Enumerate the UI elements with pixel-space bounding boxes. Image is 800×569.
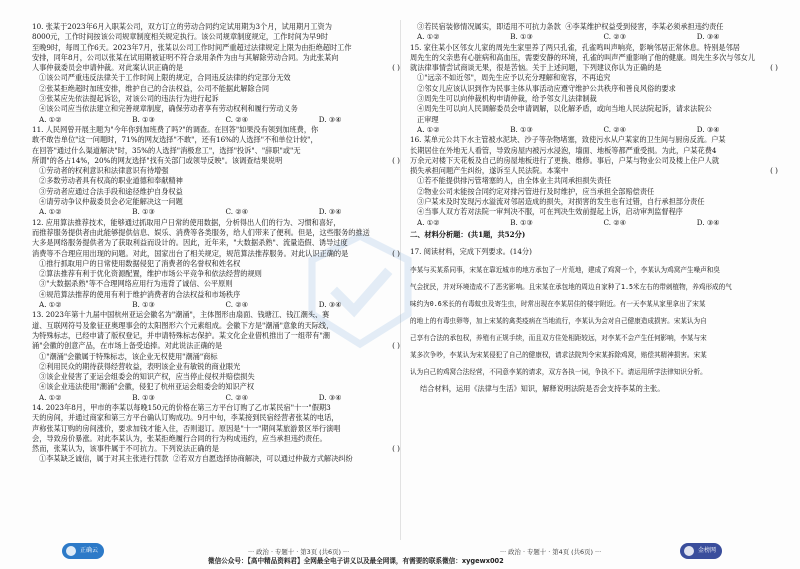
material-line: 的地上的有毒虫卵等，加上宋某的禽类疫病在当地流行，李某认为会对自己健康造成损害。宋某认为自 (410, 316, 707, 325)
option-c[interactable]: C. ②③ (603, 32, 627, 42)
option-c[interactable]: C. ②④ (225, 114, 249, 124)
q13-item: ②利用民众的期待获得经营收益，表明该企业有敏锐的商业眼光 (39, 361, 241, 371)
q13-item: ③该企业侵害了亚运会组委会的知识产权，应当停止侵权并赔偿损失 (39, 372, 255, 382)
q11-options (32, 207, 412, 217)
q15-item: ②邻女儿应该认识到作为民事主体从事活动应遵守维护公共秩序和善良风俗的要求 (417, 83, 676, 93)
q11-item: ②多数劳动者具有权高的职业道德和奉献精神 (39, 176, 183, 186)
brand-logo-left: 正确云 (62, 543, 104, 559)
option-c[interactable]: C. ②④ (603, 217, 627, 227)
q10-item: ④该公司应当依法建立和完善规章制度，确保劳动者享有劳动权利和履行劳动义务 (39, 104, 298, 114)
option-c[interactable]: C. ②④ (603, 124, 627, 134)
option-d[interactable]: D. ③④ (318, 392, 342, 402)
q14-line: 天的房间，并通过商家和第三方平台确认订购成功。9月中旬，李某接到民宿经营者张某的电话， (32, 413, 339, 423)
q12-item: ②算法推荐有利于优化资源配置，维护市场公平竞争和依法经营的规则 (39, 269, 262, 279)
q14-line: 声称张某订购的房间涨价，要求加钱才能入住，否则退订。原因是"十一"期间某旅游景区举行演唱 (32, 423, 341, 433)
q12-options (32, 300, 412, 310)
q11-line: 11. 人民网曾开展主题为"今年你到加班费了吗?"的调查。在回答"如果没有领到加班费，你 (32, 124, 319, 134)
option-a[interactable]: A. ①② (39, 114, 62, 124)
answer-paren: ( ) (392, 248, 400, 258)
option-b[interactable]: B. ①③ (510, 124, 533, 134)
question-14 (32, 403, 412, 465)
q12-line: 12. 应用算法推荐技术，能够通过抓取用户日常的使用数据，分析得出人们的行为、习惯和喜好， (32, 217, 341, 227)
q14-item-1: ①李某缺乏诚信，属于对其主张进行罚款 (39, 454, 169, 464)
question-13 (32, 310, 412, 403)
q13-line: 13. 2023年第十九届中国杭州亚运会徽名为"潮涌"，主体图形由扇面、钱塘江、钱江潮头、赛 (32, 310, 330, 320)
answer-paren: ( ) (392, 63, 400, 73)
option-a[interactable]: A. ①② (39, 392, 62, 402)
q16-options (410, 218, 790, 228)
question-16 (410, 135, 790, 228)
q16-stem-end: 损失承担问题产生纠纷，遂诉至人民法院。本案中 (410, 166, 569, 176)
q16-item: ②物业公司未能按合同约定对排污管进行及时维护，应当承担全部赔偿责任 (417, 186, 655, 196)
q13-item: ④该企业违法使用"潮涌"会徽，侵犯了杭州亚运会组委会的知识产权 (39, 382, 255, 392)
material-line: 李某与买某系同事，宋某在靠近城市的地方承包了一片荒地，建成了鸡窝一个，李某认为鸡窝产生噪声和臭 (410, 265, 720, 274)
q10-line (32, 63, 412, 73)
option-b[interactable]: B. ①③ (132, 392, 155, 402)
material-passage (410, 265, 790, 377)
answer-paren: ( ) (392, 444, 400, 454)
q12-item: ③"大数据杀熟"等不合理网络应用行为违背了诚信、公平原则 (39, 279, 233, 289)
q10-line: 8000元，工作时间按该公司规章制度相关规定执行。该公司规章制度规定，工作时间为早9时 (32, 32, 328, 42)
q12-line: 大多是网络服务提供者为了获取利益而设计的。因此，近年来，"大数据杀熟"、流量造假、诱导过度 (32, 238, 348, 248)
q16-item: ①若不能提供排污管堵塞的人，由全体业主共同承担损失责任 (417, 176, 612, 186)
q13-line: 道、互联网符号及象征亚奥理事会的太阳图形六个元素组成。会徽下方是"潮涌"意象的天际线， (32, 320, 334, 330)
q11-line: 敢不敢告单位"这一问题时，71%的网友选择"不敢"，还有16%的人选择"不和单位计较"， (32, 135, 318, 145)
question-10 (32, 22, 412, 125)
q15-item: ④周先生可以向人民调解委员会申请调解，以化解矛盾，或向当地人民法院起诉，请求法院公 (417, 104, 712, 114)
q10-line: 至晚9时，每周工作6天。2023年7月，张某以公司工作时间严重超过法律规定上限为由拒绝超时工作 (32, 42, 352, 52)
question-17-heading: 17. 阅读材料，完成下列要求。(14分) (410, 247, 532, 257)
q16-item: ③户某未及时发现污水溢流对邻居造成的损失，对损害的发生也有过错，自行承担部分责任 (417, 197, 705, 207)
q15-item: ①"远亲不如近邻"，周先生应予以充分理解和宽容，不再追究 (417, 73, 611, 83)
option-d[interactable]: D. ③④ (318, 114, 342, 124)
q11-item: ①劳动者的权利意识和法律意识有待增强 (39, 166, 169, 176)
option-a[interactable]: A. ①② (39, 207, 62, 217)
question-17-ask: 结合材料，运用《法律与生活》知识，解释说明法院是否会支持李某的主张。 (420, 383, 665, 393)
q14-line: 会，导致房价暴涨。对此李某认为，张某拒绝履行合同的行为构成违约，应当承担违约责任。 (32, 433, 327, 443)
q12-stem-end: 消费等不合理应用出现的问题。对此，国家出台了相关规定，规范算法推荐服务。对此认识正确的是 (32, 248, 349, 258)
option-b[interactable]: B. ①③ (132, 114, 155, 124)
option-b[interactable]: B. ①③ (132, 207, 155, 217)
question-14-continued (410, 22, 790, 43)
material-line: 味约为0.6米长的有毒蚊虫及寄生虫，时常出现在李某居住的楼宇附近。有一天李某从家里拿出了宋某 (410, 299, 706, 308)
option-c[interactable]: C. ②④ (225, 300, 249, 310)
q16-line: 长期居住在外地无人看管，导致房屋内被污水浸泡，墙面、地板等都严重受损。为此，户某花费4 (410, 145, 717, 155)
answer-paren: ( ) (392, 155, 400, 165)
q10-line: 10. 张某于2023年6月入职某公司，双方订立的劳动合同约定试用期为3个月，试用期月工资为 (32, 22, 332, 31)
q13-line: 为特殊标志，已经申请了版权登记，并申请特殊标志保护。某文化企业借机推出了一组带有"潮 (32, 330, 330, 340)
option-d[interactable]: D. ③④ (318, 300, 342, 310)
q15-line: 15. 家住某小区邻女儿家的周先生家里养了两只孔雀，孔雀鸣叫声响亮，影响邻居正常休息。特别是邻居 (410, 42, 740, 52)
q14-stem-end: 然而，张某认为，该事件属于不可抗力。下列说法正确的是 (32, 444, 219, 454)
page-footer (0, 541, 800, 565)
q11-item: ④请劳动争议仲裁委员会必定能解决这一问题 (39, 197, 183, 207)
q12-item: ①推行抓取用户的日常使用数据侵犯了消费者的名誉权和姓名权 (39, 258, 241, 268)
material-line: 认为自己的鸡窝合法经营，不同意李某的请求，双方各执一词，争执不下。请运用所学法律知识分析。 (410, 367, 707, 376)
option-a[interactable]: A. ①② (417, 124, 440, 134)
answer-paren: ( ) (392, 341, 400, 351)
page-number-right: ··· 政治 · 专题十 · 第4页 (共6页) ··· (500, 548, 602, 556)
option-a[interactable]: A. ①② (39, 300, 62, 310)
question-15 (410, 43, 790, 136)
q16-item: ④当事人双方若对法院一审判决不服，可在判决生效前提起上诉，启动审判监督程序 (417, 207, 683, 217)
page-number-left: ··· 政治 · 专题十 · 第3页 (共6页) ··· (248, 548, 350, 556)
q15-line (410, 63, 790, 73)
q14-line: 14. 2023年8月，甲市的李某以每晚150元的价格在第三方平台订购了乙市某民宿"十一"假期3 (32, 402, 331, 412)
q10-item: ②张某拒绝超时加班安排，维护自己的合法权益，公司不能据此解除合同 (39, 83, 270, 93)
q13-item: ①"潮涌"会徽属于特殊标志，该企业无权使用"潮涌"商标 (39, 351, 218, 361)
left-column (32, 22, 412, 465)
option-a[interactable]: A. ①② (417, 217, 440, 227)
option-d[interactable]: D. ③④ (696, 217, 720, 227)
q13-options (32, 393, 412, 403)
q14-line (32, 444, 412, 454)
right-column (410, 22, 790, 401)
wechat-notice: 微信公众号：【高中精品资料君】全网最全电子讲义以及最全网课，有需要的联系微信：xygewx002 (208, 557, 504, 565)
option-c[interactable]: C. ②④ (225, 392, 249, 402)
q14-item-4: ④李某维护权益受到侵害，李某必须承担违约责任 (565, 22, 724, 31)
q15-item: 正审理 (417, 114, 439, 124)
option-a[interactable]: A. ①② (417, 32, 440, 42)
q11-stem-end: 所谓"的各占14%，20%的网友选择"找有关部门或领导反映"。该调查结果说明 (32, 155, 283, 165)
q11-item: ③劳动者应通过合法手段和途径维护自身权益 (39, 186, 183, 196)
option-b[interactable]: B. ①③ (510, 217, 533, 227)
option-d[interactable]: D. ③④ (696, 32, 720, 42)
option-b[interactable]: B. ①③ (510, 32, 533, 42)
q14-item-2: ②若双方自愿选择协商解决，可以通过仲裁方式解决纠纷 (172, 454, 353, 464)
option-b[interactable]: B. ①③ (132, 300, 155, 310)
q11-line: 在回答"通过什么渠道解决"时，35%的人选择"消极怠工"，选择"投诉"、"辞职"或"无 (32, 145, 301, 155)
q14-item-3: ③若民宿装修情况属实，即适用不可抗力条款 (417, 22, 561, 31)
question-11 (32, 125, 412, 218)
answer-paren: ( ) (770, 63, 778, 73)
q13-stem-end: 涌"会徽的创意产品，在市场上备受追捧。对此说法正确的是 (32, 341, 223, 351)
q10-options (32, 115, 412, 125)
q13-line (32, 341, 412, 351)
brand-logo-right: 金榜网 (680, 543, 722, 559)
q16-line: 万余元对楼下天花板及自己的房屋地板进行了更换、维修。事后，户某与物业公司及楼上住户人就 (410, 155, 720, 165)
q14-item (410, 22, 790, 32)
option-d[interactable]: D. ③④ (318, 207, 342, 217)
q11-line (32, 156, 412, 166)
q14-options (410, 32, 790, 42)
q16-line (410, 166, 790, 176)
q12-line: 而推荐服务提供者由此能够提供信息、娱乐、消费等各类服务，给人们带来了便利。但是，这些服务的推送 (32, 227, 370, 237)
option-d[interactable]: D. ③④ (696, 124, 720, 134)
q10-stem-end: 人事仲裁委员会申请仲裁。对此案认识正确的是 (32, 63, 183, 73)
q12-line (32, 249, 412, 259)
q15-item: ③周先生可以向仲裁机构申请仲裁，给予邻女儿法律制裁 (417, 94, 597, 104)
material-line: 某多次争吵，李某认为宋某侵犯了自己的健康权，请求法院判令宋某拆除鸡窝，赔偿其精神损害。宋某 (410, 350, 707, 359)
q16-line: 16. 某单元公共下水主管被水泥块、沙子等杂物堵塞，致使污水从户某家的卫生间与厨房反流。户某 (410, 135, 726, 145)
material-line: 己享有合法的承包权，养殖有正规手续，而且双方住处相距较远，对李某不会产生任何影响，李某与宋 (410, 333, 707, 342)
q12-item: ④规范算法推荐的使用有利于维护消费者的合法权益和市场秩序 (39, 289, 241, 299)
option-c[interactable]: C. ②④ (225, 207, 249, 217)
q10-item: ③张某应先依法提起诉讼，对该公司的违法行为进行起诉 (39, 94, 219, 104)
question-12 (32, 218, 412, 311)
material-line: 气会扰民，并对环境造成不了恶劣影响。且宋某在承包地的周边自家种了1.5米左右的带刺植物，养鸡形成的气 (410, 282, 732, 291)
answer-paren: ( ) (770, 166, 778, 176)
q15-stem-end: 就法律事情尝试商谈无果，很是苦恼。关于上述问题，下列建议你认为正确的是 (410, 63, 662, 73)
q15-options (410, 125, 790, 135)
q14-item (32, 454, 412, 464)
section-heading: 二、材料分析题：(共1题，共52分) (410, 229, 526, 239)
q10-item: ①该公司严重违反法律关于工作时间上限的规定，合同违反法律的约定部分无效 (39, 73, 291, 83)
q10-line: 安排，同年8月，公司以张某在试用期被证明不符合录用条件为由与其解除劳动合同。为此张某向 (32, 52, 339, 62)
q15-line: 周先生的父亲患有心脏病和高血压，需要安静的环境，孔雀的叫声严重影响了他的健康。周先生多次与邻女儿 (410, 52, 756, 62)
